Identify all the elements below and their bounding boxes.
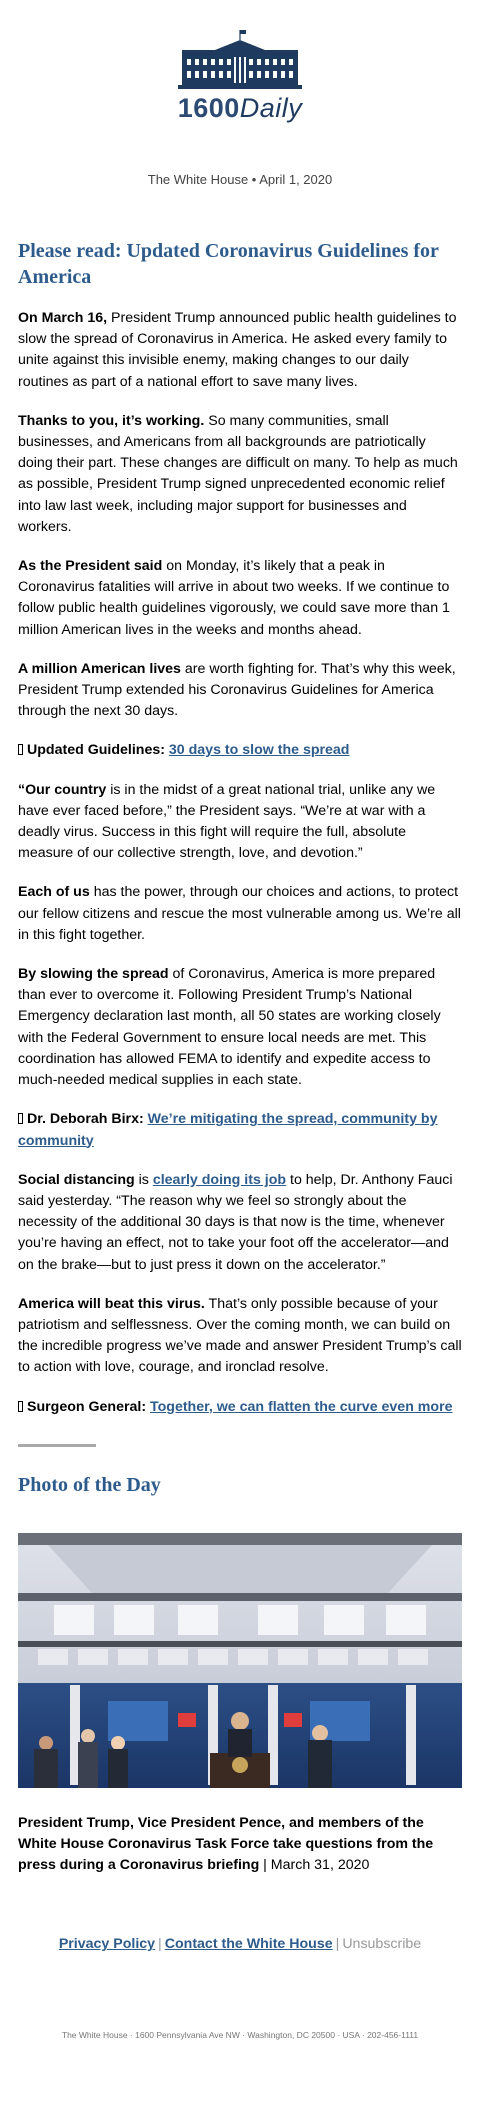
privacy-policy-link[interactable]: Privacy Policy [58, 1936, 156, 1953]
paragraph-text: are worth fighting for. That’s why this week, President Trump extended his Coronavirus Guidelines for America through the next 30 days. [18, 660, 456, 720]
paragraph-text: So many communities, small businesses, and Americans from all backgrounds are patriotically doing their part. These changes are difficult on many. To help as much as possible, President Trump signed unprecedented economic relief into law last week, including major support for businesses and workers. [18, 412, 458, 535]
paragraph [18, 556, 462, 641]
article-body [0, 238, 480, 1876]
photo-caption-date: | March 31, 2020 [259, 1857, 370, 1874]
footer-separator: | [335, 1936, 340, 1953]
paragraph-text: has the power, through our choices and actions, to protect our fellow citizens and rescue the most vulnerable among us. We’re all in this fight together. [18, 884, 461, 943]
masthead [0, 0, 480, 124]
fauci-link[interactable]: clearly doing its job [152, 1171, 287, 1188]
paragraph-text: is in the midst of a great national trial, unlike any we have ever faced before,” the President says. “We’re at war with a deadly virus. Success in this fight will require the full, absolute measure of our collective strength, love, and devotion.” [18, 781, 436, 862]
paragraph [18, 1294, 462, 1379]
surgeon-label: Surgeon General: [27, 1398, 147, 1415]
brand-word: Daily [239, 93, 303, 123]
brand-number: 1600 [177, 93, 240, 123]
brand-wordmark [178, 92, 303, 124]
paragraph-text: of Coronavirus, America is more prepared than ever to overcome it. Following President Trump’s National Emergency declaration last month, all 50 states are working closely with the Federal Government to ensure local needs are met. This coordination has allowed FEMA to identify and expedite access to much-needed medical supplies in each state. [18, 966, 441, 1089]
paragraph-text: That’s only possible because of your patriotism and selflessness. Over the coming month, we can build on the incredible progress we’ve made and answer President Trump’s call to action with love, courage, and ironclad resolve. [18, 1295, 462, 1376]
footer-address: The White House · 1600 Pennsylvania Ave NW · Washington, DC 20500 · USA · 202-456-1111 [61, 2030, 419, 2041]
pointer-icon [18, 744, 23, 755]
guidelines-link[interactable]: 30 days to slow the spread [168, 742, 350, 759]
white-house-logo-icon [170, 28, 310, 90]
footer-separator: | [158, 1936, 162, 1953]
unsubscribe-link[interactable]: Unsubscribe [342, 1936, 422, 1953]
paragraph-lead: Thanks to you, it’s working. [18, 412, 205, 429]
surgeon-general-line [18, 1397, 462, 1418]
dateline: The White House • April 1, 2020 [147, 172, 333, 187]
paragraph-lead: Each of us [18, 884, 90, 901]
paragraph-lead: On March 16, [18, 310, 108, 326]
social-distancing-paragraph [18, 1170, 462, 1276]
paragraph [18, 411, 462, 538]
headline: Please read: Updated Coronavirus Guidelines for America [18, 240, 439, 288]
paragraph-lead: “Our country [18, 781, 107, 798]
paragraph [18, 659, 462, 723]
surgeon-link[interactable]: Together, we can flatten the curve even more [150, 1398, 453, 1415]
pointer-icon [18, 1401, 23, 1412]
paragraph [18, 964, 462, 1091]
photo-caption-text: President Trump, Vice President Pence, and members of the White House Coronavirus Task Force take questions from the press during a Coronavirus briefing [18, 1814, 434, 1874]
paragraph-text: President Trump announced public health guidelines to slow the spread of Coronavirus in America. He asked every family to unite against this invisible enemy, making changes to our daily routines as part of a national effort to save many lives. [18, 310, 457, 390]
guidelines-label: Updated Guidelines: [27, 742, 165, 759]
paragraph-lead: Social distancing [18, 1171, 135, 1188]
photo-of-the-day [18, 1533, 462, 1788]
paragraph [18, 780, 462, 865]
contact-link[interactable]: Contact the White House [164, 1936, 333, 1953]
birx-link[interactable]: We’re mitigating the spread, community by community [18, 1111, 438, 1149]
footer-links [0, 1936, 480, 1952]
paragraph-text: to help, Dr. Anthony Fauci said yesterday. “The reason why we feel so strongly about the necessity of the additional 30 days is that now is the time, whenever you’re having an effect, not to take your foot off the accelerator—and on the brake—but to just press it down on the accelerator.” [18, 1171, 453, 1273]
paragraph [18, 308, 462, 393]
paragraph-text: on Monday, it’s likely that a peak in Coronavirus fatalities will arrive in about two weeks. If we continue to follow public health guidelines vigorously, we could save more than 1 million American lives in the weeks and months ahead. [18, 558, 450, 638]
paragraph-mid: is [134, 1171, 153, 1188]
paragraph-lead: A million American lives [18, 660, 181, 677]
paragraph [18, 882, 462, 946]
briefing-room-photo [18, 1533, 462, 1788]
paragraph-lead: America will beat this virus. [18, 1295, 205, 1312]
birx-label: Dr. Deborah Birx: [27, 1111, 144, 1128]
photo-section-title: Photo of the Day [18, 1473, 161, 1496]
birx-line [18, 1109, 462, 1151]
paragraph-lead: As the President said [18, 558, 163, 575]
photo-caption [18, 1813, 462, 1877]
guidelines-line [18, 740, 462, 761]
paragraph-lead: By slowing the spread [18, 966, 169, 983]
section-divider [18, 1444, 96, 1447]
pointer-icon [18, 1113, 23, 1124]
